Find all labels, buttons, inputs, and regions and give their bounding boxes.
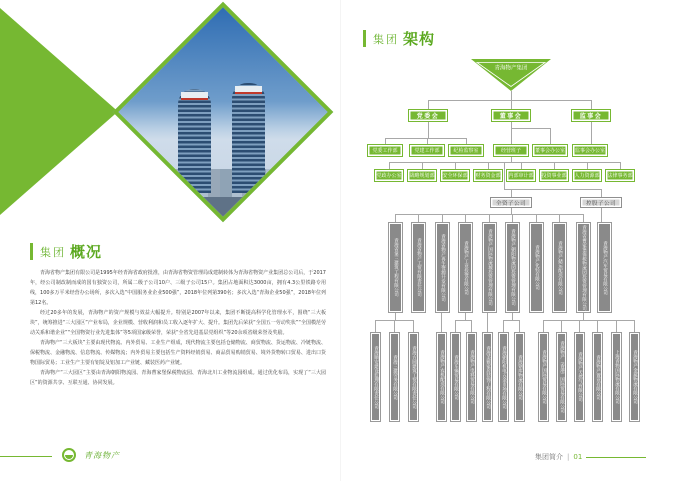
overview-paragraph: 经过20多年的发展，青海物产的资产规模与效益大幅提升。特别是2007年以来，集团不断提高科学化管理水平，围绕“三大板块”，统筹推进“三大园区”产业布局，企业规模、营收利润和员工收入逐年扩大、提升。集团先后荣获“全国五一劳动奖状”“全国模范劳动关系和谐企业”“全国物资行业先进集体”等5项国家级荣誉，荣获“全省先进基层党组织”等20余项省级荣誉及奖励。 <box>30 310 326 336</box>
footer-right <box>535 452 646 462</box>
connector-line <box>519 320 520 332</box>
connector-line <box>428 100 592 101</box>
connector-line <box>428 122 429 138</box>
connector-line <box>465 214 466 222</box>
overview-paragraph: 青海物产“三大园区”主要由青海朝阳物流园、青海曹家堡保税物流园、青海北川工业物流园组成。通过优化布局，实现了“三大园区”的资源共享、互联互通、协同发展。 <box>30 370 326 386</box>
connector-line <box>389 162 390 169</box>
connector-line <box>511 128 550 129</box>
org-level3-box: 纪检监察室 <box>448 144 484 157</box>
connector-line <box>466 138 467 144</box>
connector-line <box>504 189 601 190</box>
org-tier1-company: 青海物产工业投资有限公司 <box>458 222 473 313</box>
org-tier2-company: 青海物产国际贸易有限公司 <box>538 332 549 422</box>
org-tier1-company: 青海物产朝阳物流园投资管理有限公司 <box>505 222 520 313</box>
connector-line <box>583 313 584 320</box>
overview-paragraph: 青海省物产集团有限公司是1995年经青海省政府批准，由青海省物资管理局成建制转体为青海省物资产业集团总公司后，于2017年，经公司制改制而成的国有独资公司，所属二级子公司10户、三级子公司15户。集团占地面积达3000亩，拥有4.3公里铁路专用线，100多万平米经营办公场所，多次入选“中国服务业企业500强”，2018年位列第390名；多次入选“青海企业50强”，2018年位列第12名。 <box>30 270 326 306</box>
connector-line <box>504 162 505 189</box>
connector-line <box>511 128 512 144</box>
org-root-triangle <box>470 58 552 92</box>
connector-line <box>543 320 544 332</box>
org-tier2-company: 青海三建劳务有限公司 <box>389 332 400 422</box>
connector-line <box>512 313 513 320</box>
overview-paragraph: 青海物产“三大板块”主要由现代物流、内外贸易、工业生产组成，现代物流主要包括仓储物流、商贸物流、货运物流、冷链物流、保税物流、金融物流、信息物流、传媒物流；内外贸易主要包括生产资料经销贸易、商品贸易购销贸易、境外货物转口贸易、进出口货物国际贸易；工业生产主要有铝锭及铝加工产业链、藏装医药产业链。 <box>30 340 326 366</box>
connector-line <box>395 313 396 320</box>
connector-line <box>591 100 592 109</box>
connector-line <box>583 214 584 222</box>
connector-line <box>511 189 512 197</box>
org-tier2-company: 青海车辆贸易有限公司 <box>450 332 461 422</box>
org-tier2-company: 青海物产（香港）国际贸易有限公司 <box>556 332 567 422</box>
connector-line <box>512 214 513 222</box>
connector-line <box>455 320 471 321</box>
connector-line <box>465 313 466 320</box>
footer-section-label: 集团简介 <box>535 453 563 461</box>
connector-line <box>511 91 512 100</box>
connector-line <box>455 320 456 332</box>
org-level4-box: 内部审计部 <box>506 169 536 182</box>
org-tier1-company: 青海物产汽车贸易有限公司 <box>597 222 612 313</box>
connector-line <box>395 214 396 222</box>
connector-line <box>487 313 488 332</box>
connector-line <box>442 214 443 222</box>
connector-line <box>543 320 634 321</box>
org-level4-box: 人力资源部 <box>572 169 602 182</box>
connector-line <box>587 162 588 169</box>
connector-line <box>521 162 522 169</box>
connector-line <box>489 214 490 222</box>
org-level4-box: 法律事务部 <box>605 169 635 182</box>
org-level3-box: 党建工作部 <box>409 144 445 157</box>
org-tier2-company: 上海青物国际物流有限公司 <box>611 332 622 422</box>
org-tier2-company: 青海物产金属物流有限公司 <box>629 332 640 422</box>
org-tier1-company: 青海物产化轻有限公司 <box>529 222 544 313</box>
org-level4-box: 财务资金部 <box>473 169 503 182</box>
connector-line <box>455 162 456 169</box>
org-tier2-company: 青海物产农机配送有限公司 <box>436 332 447 422</box>
connector-line <box>579 320 580 332</box>
connector-line <box>601 189 602 197</box>
org-tier2-company: 青海美雅家居装饰工程有限公司 <box>482 332 493 422</box>
org-tier2-company: 青海方圆建筑工贸有限责任公司 <box>408 332 419 422</box>
connector-line <box>554 162 555 169</box>
connector-line <box>488 162 489 169</box>
connector-line <box>385 138 466 139</box>
org-level2-box: 党委会 <box>408 109 448 122</box>
connector-line <box>550 128 551 144</box>
org-tier2-company: 青海物产天然气有限公司 <box>574 332 585 422</box>
connector-line <box>536 214 537 222</box>
connector-line <box>503 320 504 332</box>
connector-line <box>394 320 395 332</box>
footer-separator: | <box>567 453 570 461</box>
connector-line <box>559 214 560 222</box>
org-tier2-company: 青海物产电料贸易有限公司 <box>466 332 477 422</box>
connector-line <box>427 138 428 144</box>
connector-line <box>620 162 621 169</box>
footer-page-number: 01 <box>573 453 583 461</box>
connector-line <box>385 138 386 144</box>
org-level4-box: 投资事业部 <box>539 169 569 182</box>
org-level4-box: 党政办公室 <box>374 169 404 182</box>
brand-name: 青海物产 <box>84 451 120 460</box>
org-level3-box: 党委工作部 <box>367 144 403 157</box>
connector-line <box>428 100 429 109</box>
org-level2-box: 董事会 <box>491 109 531 122</box>
org-level2-box: 监事会 <box>571 109 611 122</box>
org-subsidiary-header: 控股子公司 <box>580 197 622 208</box>
org-level3-box: 经营班子 <box>493 144 529 157</box>
connector-line <box>471 320 472 332</box>
org-subsidiary-header: 全资子公司 <box>490 197 532 208</box>
org-level4-box: 战略规划部 <box>407 169 437 182</box>
org-tier2-company: 青海钢库物流有限公司 <box>514 332 525 422</box>
connector-line <box>616 320 617 332</box>
heading-prefix: 集团 <box>40 246 66 259</box>
footer-right-line <box>586 457 646 458</box>
connector-line <box>413 320 414 332</box>
connector-line <box>375 320 376 332</box>
org-tier1-company: 青海省物产工贸有限责任公司 <box>411 222 426 313</box>
connector-line <box>561 320 562 332</box>
org-tier2-company: 青海物产置业有限公司 <box>592 332 603 422</box>
org-tier1-company: 青海省物产再生资源开发有限公司 <box>435 222 450 313</box>
connector-line <box>591 122 592 144</box>
connector-line <box>503 320 519 321</box>
connector-line <box>422 162 423 169</box>
heading-prefix: 集团 <box>373 33 399 46</box>
root-label: 青海物产集团 <box>494 65 528 72</box>
connector-line <box>601 208 602 222</box>
org-level3-box: 监事会办公室 <box>572 144 608 157</box>
heading-main: 架构 <box>403 30 436 48</box>
connector-line <box>511 100 512 109</box>
org-tier1-company: 青海省第三建筑工程有限公司 <box>388 222 403 313</box>
org-tier1-company: 青海省曹家堡保税物流园投资管理有限公司 <box>576 222 591 313</box>
connector-line <box>597 320 598 332</box>
org-level4-box: 安全环保部 <box>440 169 470 182</box>
org-tier2-company: 青海朝阳机电五金市场有限公司 <box>498 332 509 422</box>
connector-line <box>441 313 442 332</box>
connector-line <box>418 214 419 222</box>
org-level3-box: 董事会办公室 <box>532 144 568 157</box>
org-tier2-company: 青海顺安建设监理有限责任公司 <box>370 332 381 422</box>
heading-main: 概况 <box>70 243 103 261</box>
connector-line <box>634 320 635 332</box>
org-tier1-company: 青海物产国际物流城投资管理有限公司 <box>482 222 497 313</box>
org-tier1-company: 青海物产储运配送有限公司 <box>552 222 567 313</box>
